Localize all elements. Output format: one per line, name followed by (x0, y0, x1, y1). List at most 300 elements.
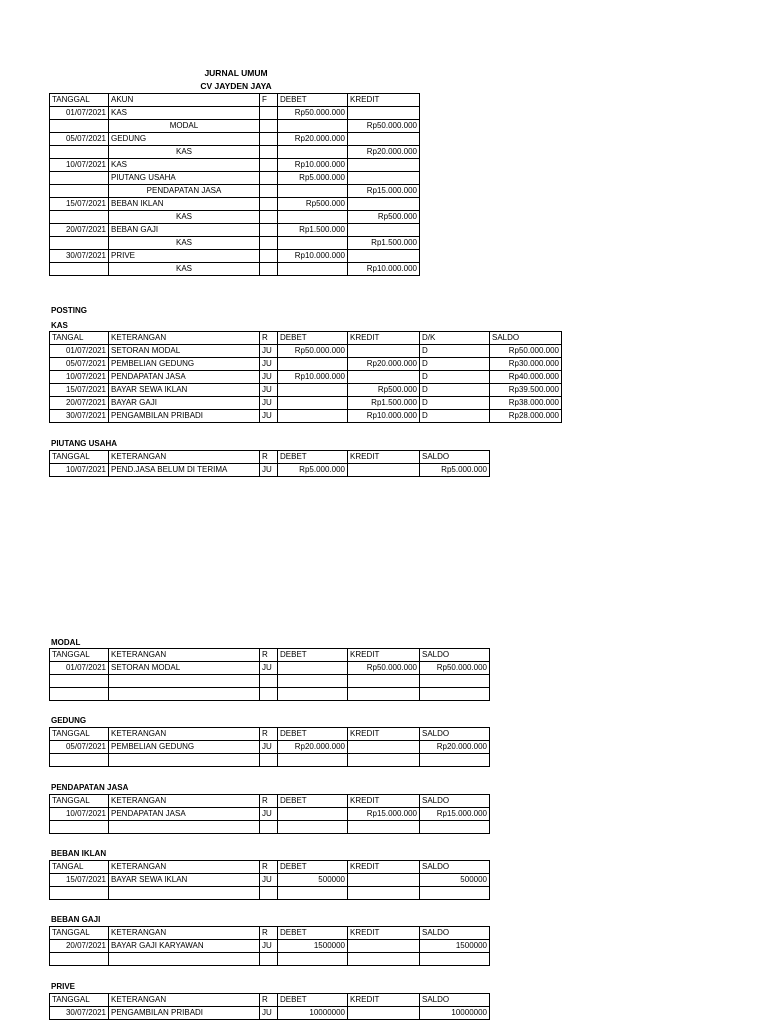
table-cell (278, 120, 348, 133)
column-header: KETERANGAN (109, 451, 260, 464)
column-header: KETERANGAN (109, 861, 260, 874)
table-cell: Rp28.000.000 (490, 410, 562, 423)
table-cell: 1500000 (278, 940, 348, 953)
table-row (50, 688, 490, 701)
header-row (50, 795, 490, 808)
table-cell (260, 107, 278, 120)
column-header: KETERANGAN (109, 994, 260, 1007)
ledger-label-iklan: BEBAN IKLAN (51, 849, 107, 858)
table-cell: 20/07/2021 (50, 224, 109, 237)
table-cell (420, 675, 490, 688)
column-header: KETERANGAN (109, 795, 260, 808)
table-cell: 15/07/2021 (50, 198, 109, 211)
table-cell: D (420, 410, 490, 423)
table-cell (348, 741, 420, 754)
table-cell (278, 358, 348, 371)
table-row (50, 397, 562, 410)
table-cell: 05/07/2021 (50, 741, 109, 754)
table-cell: 05/07/2021 (50, 133, 109, 146)
table-cell (50, 887, 109, 900)
table-cell: KAS (109, 237, 260, 250)
table-cell (50, 237, 109, 250)
table-cell (348, 107, 420, 120)
table-cell: JU (260, 662, 278, 675)
column-header: TANGGAL (50, 927, 109, 940)
table-cell (50, 263, 109, 276)
ledger-table-prive (49, 993, 490, 1020)
column-header: SALDO (420, 451, 490, 464)
ledger-table-modal (49, 648, 490, 701)
table-cell: BAYAR SEWA IKLAN (109, 874, 260, 887)
ledger-table-pendapatan (49, 794, 490, 834)
table-cell (278, 821, 348, 834)
table-cell: PEMBELIAN GEDUNG (109, 358, 260, 371)
table-cell (260, 675, 278, 688)
table-cell (348, 940, 420, 953)
table-cell (348, 874, 420, 887)
table-row (50, 754, 490, 767)
table-cell: KAS (109, 211, 260, 224)
table-cell: JU (260, 345, 278, 358)
table-cell: PIUTANG USAHA (109, 172, 260, 185)
table-cell (278, 662, 348, 675)
table-cell (109, 688, 260, 701)
header-row (50, 861, 490, 874)
table-cell: MODAL (109, 120, 260, 133)
table-cell: Rp15.000.000 (420, 808, 490, 821)
column-header: KREDIT (348, 861, 420, 874)
table-cell: Rp10.000.000 (348, 263, 420, 276)
table-cell (109, 821, 260, 834)
table-cell: 10000000 (420, 1007, 490, 1020)
table-cell: JU (260, 410, 278, 423)
ledger-label-prive: PRIVE (51, 982, 76, 991)
table-cell: Rp15.000.000 (348, 808, 420, 821)
table-cell (278, 263, 348, 276)
table-cell: Rp50.000.000 (420, 662, 490, 675)
table-cell: Rp38.000.000 (490, 397, 562, 410)
table-cell (348, 345, 420, 358)
table-cell: PRIVE (109, 250, 260, 263)
table-cell (278, 237, 348, 250)
table-cell (420, 688, 490, 701)
company-name: CV JAYDEN JAYA (200, 81, 272, 91)
table-cell (260, 198, 278, 211)
table-row (50, 198, 420, 211)
journal-table (49, 93, 420, 276)
table-row (50, 384, 562, 397)
table-cell: PENDAPATAN JASA (109, 371, 260, 384)
table-cell (260, 887, 278, 900)
table-cell: JU (260, 808, 278, 821)
table-cell (348, 371, 420, 384)
table-cell: 500000 (420, 874, 490, 887)
column-header: SALDO (420, 927, 490, 940)
table-cell (260, 224, 278, 237)
table-row (50, 874, 490, 887)
table-cell: KAS (109, 159, 260, 172)
table-cell (348, 688, 420, 701)
column-header: R (260, 451, 278, 464)
table-cell (50, 185, 109, 198)
table-cell: D (420, 397, 490, 410)
column-header: KREDIT (348, 451, 420, 464)
table-cell: BAYAR GAJI KARYAWAN (109, 940, 260, 953)
table-cell (348, 172, 420, 185)
ledger-label-pendapatan: PENDAPATAN JASA (51, 783, 129, 792)
column-header: TANGGAL (50, 728, 109, 741)
table-cell: JU (260, 874, 278, 887)
table-cell (278, 146, 348, 159)
table-cell: Rp1.500.000 (278, 224, 348, 237)
table-row (50, 953, 490, 966)
column-header: TANGGAL (50, 451, 109, 464)
table-cell: Rp20.000.000 (278, 133, 348, 146)
table-row (50, 224, 420, 237)
table-cell: Rp10.000.000 (278, 159, 348, 172)
table-row (50, 237, 420, 250)
header-row (50, 927, 490, 940)
table-cell: Rp20.000.000 (278, 741, 348, 754)
column-header: F (260, 94, 278, 107)
table-cell: JU (260, 371, 278, 384)
table-cell (260, 250, 278, 263)
table-row (50, 107, 420, 120)
column-header: DEBET (278, 451, 348, 464)
table-cell (348, 887, 420, 900)
table-cell (260, 120, 278, 133)
table-cell (278, 384, 348, 397)
table-row (50, 120, 420, 133)
ledger-table-iklan (49, 860, 490, 900)
table-row (50, 464, 490, 477)
table-cell: PEND.JASA BELUM DI TERIMA (109, 464, 260, 477)
column-header: DEBET (278, 649, 348, 662)
column-header: AKUN (109, 94, 260, 107)
column-header: TANGGAL (50, 94, 109, 107)
table-cell: 1500000 (420, 940, 490, 953)
column-header: KREDIT (348, 649, 420, 662)
column-header: R (260, 649, 278, 662)
table-cell (260, 172, 278, 185)
table-cell: Rp10.000.000 (278, 250, 348, 263)
table-row (50, 410, 562, 423)
table-cell (109, 754, 260, 767)
table-cell (348, 953, 420, 966)
table-cell (50, 211, 109, 224)
table-cell: SETORAN MODAL (109, 662, 260, 675)
column-header: DEBET (278, 795, 348, 808)
table-cell (109, 887, 260, 900)
table-cell (348, 224, 420, 237)
table-row (50, 371, 562, 384)
table-cell: Rp50.000.000 (490, 345, 562, 358)
table-cell (260, 159, 278, 172)
ledger-label-piutang: PIUTANG USAHA (51, 439, 118, 448)
column-header: SALDO (420, 994, 490, 1007)
table-cell (50, 953, 109, 966)
table-row (50, 146, 420, 159)
table-cell: Rp50.000.000 (278, 345, 348, 358)
header-row (50, 728, 490, 741)
column-header: SALDO (490, 332, 562, 345)
table-cell: 10/07/2021 (50, 371, 109, 384)
table-cell: GEDUNG (109, 133, 260, 146)
table-row (50, 133, 420, 146)
table-cell: 10/07/2021 (50, 808, 109, 821)
column-header: KETERANGAN (109, 927, 260, 940)
table-row (50, 345, 562, 358)
table-row (50, 211, 420, 224)
column-header: KREDIT (348, 927, 420, 940)
table-row (50, 159, 420, 172)
column-header: R (260, 728, 278, 741)
table-cell: Rp40.000.000 (490, 371, 562, 384)
table-cell (348, 133, 420, 146)
column-header: TANGGAL (50, 994, 109, 1007)
table-cell: Rp5.000.000 (420, 464, 490, 477)
header-row (50, 94, 420, 107)
posting-label: POSTING (51, 306, 88, 315)
column-header: KETERANGAN (109, 332, 260, 345)
table-cell: 500000 (278, 874, 348, 887)
column-header: KREDIT (348, 795, 420, 808)
column-header: R (260, 332, 278, 345)
table-cell (260, 754, 278, 767)
table-cell: PENDAPATAN JASA (109, 808, 260, 821)
table-cell (278, 675, 348, 688)
table-row (50, 675, 490, 688)
table-cell: JU (260, 397, 278, 410)
table-cell (50, 821, 109, 834)
table-row (50, 741, 490, 754)
table-cell (348, 1007, 420, 1020)
table-cell: SETORAN MODAL (109, 345, 260, 358)
ledger-label-gaji: BEBAN GAJI (51, 915, 101, 924)
table-cell: BAYAR SEWA IKLAN (109, 384, 260, 397)
table-cell: KAS (109, 146, 260, 159)
table-cell: JU (260, 940, 278, 953)
table-cell: PENDAPATAN JASA (109, 185, 260, 198)
table-cell: Rp10.000.000 (278, 371, 348, 384)
table-cell (278, 410, 348, 423)
table-cell: Rp500.000 (278, 198, 348, 211)
column-header: TANGGAL (50, 649, 109, 662)
table-row (50, 940, 490, 953)
table-row (50, 250, 420, 263)
table-cell: Rp1.500.000 (348, 397, 420, 410)
table-cell: 20/07/2021 (50, 940, 109, 953)
table-cell (348, 464, 420, 477)
table-row (50, 1007, 490, 1020)
column-header: DEBET (278, 927, 348, 940)
table-cell: Rp500.000 (348, 384, 420, 397)
table-cell (278, 688, 348, 701)
table-cell (109, 953, 260, 966)
table-cell: 30/07/2021 (50, 250, 109, 263)
table-cell: 01/07/2021 (50, 107, 109, 120)
table-cell (50, 754, 109, 767)
table-cell: JU (260, 1007, 278, 1020)
table-cell: 20/07/2021 (50, 397, 109, 410)
table-cell (50, 172, 109, 185)
table-cell: BAYAR GAJI (109, 397, 260, 410)
table-cell: Rp5.000.000 (278, 464, 348, 477)
table-row (50, 263, 420, 276)
table-cell: D (420, 384, 490, 397)
table-cell: Rp20.000.000 (348, 358, 420, 371)
table-cell: Rp1.500.000 (348, 237, 420, 250)
table-cell (260, 821, 278, 834)
header-row (50, 994, 490, 1007)
table-cell (278, 397, 348, 410)
table-cell (109, 675, 260, 688)
column-header: SALDO (420, 795, 490, 808)
header-row (50, 451, 490, 464)
table-cell (50, 675, 109, 688)
column-header: DEBET (278, 728, 348, 741)
ledger-table-gedung (49, 727, 490, 767)
column-header: TANGGAL (50, 795, 109, 808)
ledger-table-kas (49, 331, 562, 423)
table-cell (348, 250, 420, 263)
column-header: DEBET (278, 861, 348, 874)
column-header: KETERANGAN (109, 728, 260, 741)
table-cell (50, 146, 109, 159)
table-cell: 15/07/2021 (50, 874, 109, 887)
table-cell (348, 198, 420, 211)
table-cell: PENGAMBILAN PRIBADI (109, 410, 260, 423)
table-cell: 30/07/2021 (50, 410, 109, 423)
table-cell (348, 159, 420, 172)
table-cell: KAS (109, 107, 260, 120)
table-cell (348, 675, 420, 688)
table-cell: Rp500.000 (348, 211, 420, 224)
table-cell (260, 133, 278, 146)
table-cell: Rp50.000.000 (348, 120, 420, 133)
table-cell: KAS (109, 263, 260, 276)
column-header: TANGAL (50, 332, 109, 345)
table-cell: 10/07/2021 (50, 464, 109, 477)
column-header: TANGAL (50, 861, 109, 874)
table-cell (278, 211, 348, 224)
table-cell (420, 821, 490, 834)
table-cell (50, 120, 109, 133)
table-cell: Rp30.000.000 (490, 358, 562, 371)
ledger-table-piutang (49, 450, 490, 477)
ledger-label-kas: KAS (51, 321, 68, 330)
table-cell (278, 887, 348, 900)
table-cell (260, 211, 278, 224)
column-header: R (260, 795, 278, 808)
table-cell (260, 185, 278, 198)
table-cell (260, 953, 278, 966)
column-header: KETERANGAN (109, 649, 260, 662)
table-cell: JU (260, 358, 278, 371)
ledger-label-modal: MODAL (51, 638, 81, 647)
header-row (50, 332, 562, 345)
column-header: DEBET (278, 332, 348, 345)
table-cell (278, 953, 348, 966)
table-row (50, 172, 420, 185)
table-cell (420, 754, 490, 767)
column-header: SALDO (420, 861, 490, 874)
table-cell: PENGAMBILAN PRIBADI (109, 1007, 260, 1020)
table-cell: 15/07/2021 (50, 384, 109, 397)
table-row (50, 185, 420, 198)
table-cell: Rp50.000.000 (348, 662, 420, 675)
table-cell (260, 237, 278, 250)
table-row (50, 821, 490, 834)
table-cell: Rp50.000.000 (278, 107, 348, 120)
table-cell (50, 688, 109, 701)
column-header: DEBET (278, 994, 348, 1007)
ledger-table-gaji (49, 926, 490, 966)
table-row (50, 808, 490, 821)
column-header: R (260, 994, 278, 1007)
column-header: DEBET (278, 94, 348, 107)
table-cell: BEBAN IKLAN (109, 198, 260, 211)
table-cell: PEMBELIAN GEDUNG (109, 741, 260, 754)
table-cell (278, 754, 348, 767)
column-header: KREDIT (348, 994, 420, 1007)
column-header: R (260, 861, 278, 874)
table-cell: Rp20.000.000 (420, 741, 490, 754)
table-cell: JU (260, 464, 278, 477)
table-row (50, 887, 490, 900)
column-header: KREDIT (348, 332, 420, 345)
table-cell (260, 263, 278, 276)
column-header: SALDO (420, 728, 490, 741)
header-row (50, 649, 490, 662)
column-header: KREDIT (348, 94, 420, 107)
table-cell: 01/07/2021 (50, 662, 109, 675)
table-cell: BEBAN GAJI (109, 224, 260, 237)
table-cell (278, 185, 348, 198)
table-cell: 05/07/2021 (50, 358, 109, 371)
table-row (50, 662, 490, 675)
column-header: D/K (420, 332, 490, 345)
table-cell (348, 821, 420, 834)
table-row (50, 358, 562, 371)
column-header: KREDIT (348, 728, 420, 741)
table-cell (278, 808, 348, 821)
table-cell: JU (260, 741, 278, 754)
table-cell: Rp15.000.000 (348, 185, 420, 198)
table-cell: 10/07/2021 (50, 159, 109, 172)
table-cell: Rp10.000.000 (348, 410, 420, 423)
table-cell: 10000000 (278, 1007, 348, 1020)
table-cell (260, 146, 278, 159)
table-cell: D (420, 358, 490, 371)
table-cell: Rp39.500.000 (490, 384, 562, 397)
table-cell: 01/07/2021 (50, 345, 109, 358)
table-cell: Rp5.000.000 (278, 172, 348, 185)
table-cell: 30/07/2021 (50, 1007, 109, 1020)
table-cell: D (420, 371, 490, 384)
table-cell (420, 953, 490, 966)
table-cell: D (420, 345, 490, 358)
table-cell: JU (260, 384, 278, 397)
table-cell: Rp20.000.000 (348, 146, 420, 159)
table-cell (260, 688, 278, 701)
journal-title: JURNAL UMUM (204, 68, 268, 78)
table-cell (420, 887, 490, 900)
ledger-label-gedung: GEDUNG (51, 716, 87, 725)
column-header: R (260, 927, 278, 940)
table-cell (348, 754, 420, 767)
column-header: SALDO (420, 649, 490, 662)
